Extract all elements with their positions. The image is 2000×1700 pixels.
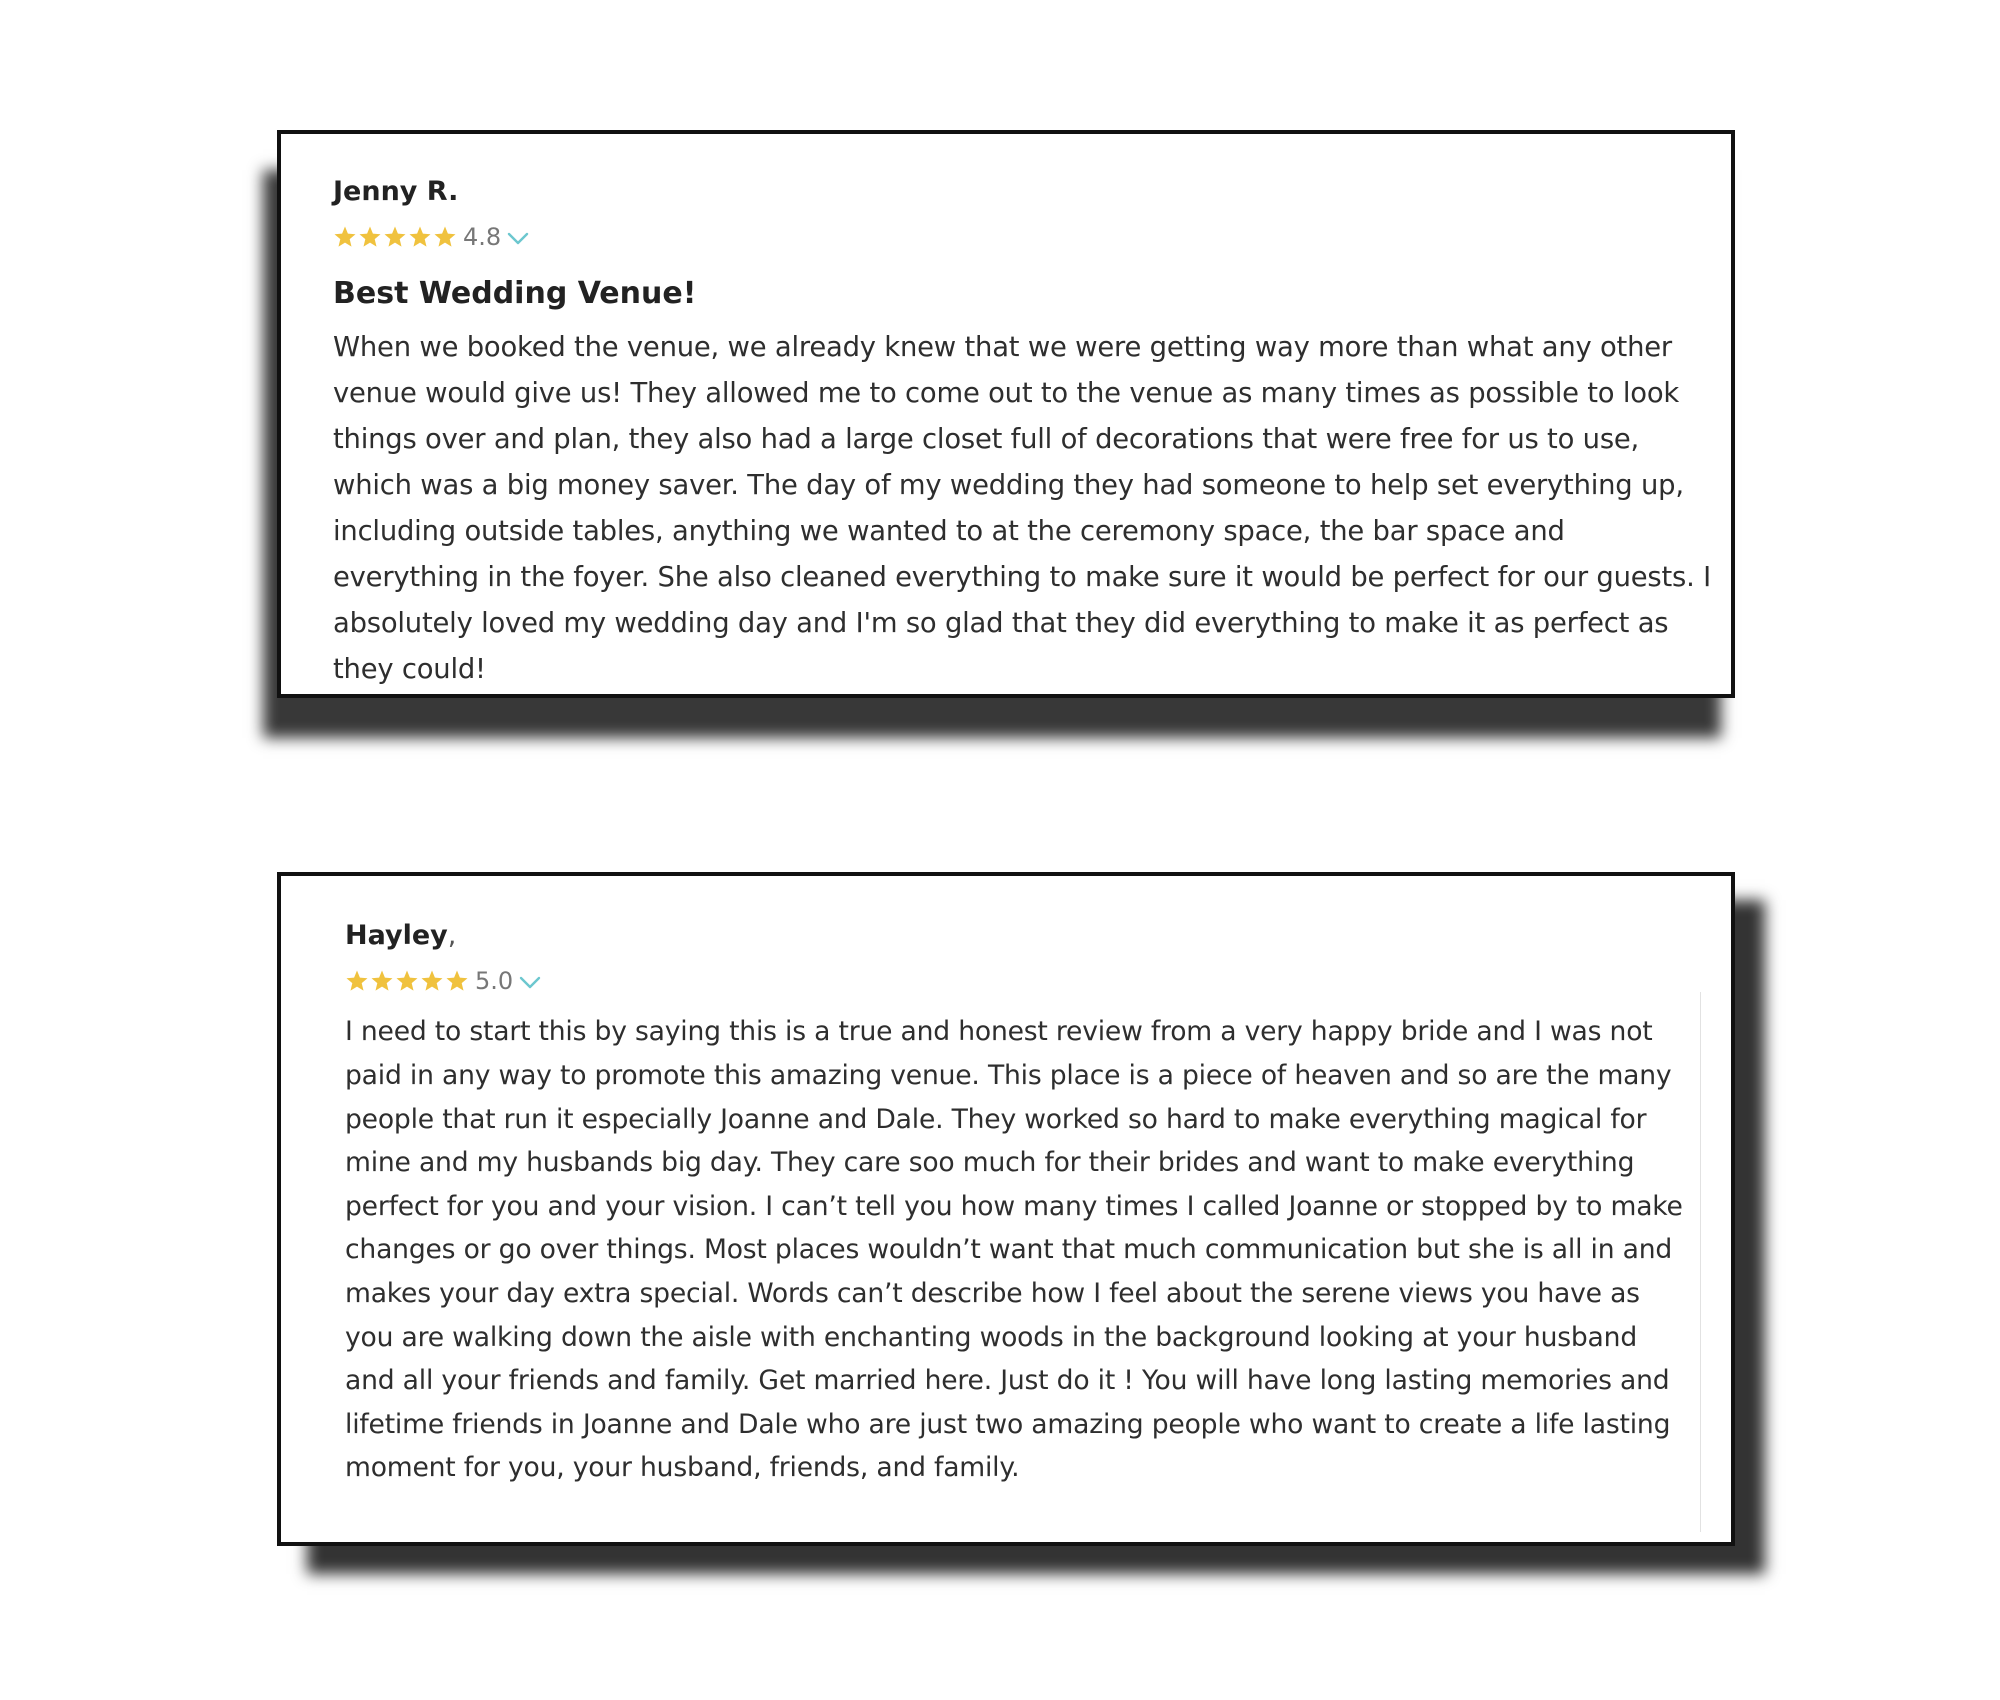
review-card bbox=[277, 130, 1735, 698]
star-icon bbox=[345, 969, 369, 993]
rating-value: 5.0 bbox=[475, 967, 514, 996]
rating-row bbox=[333, 222, 1731, 252]
scroll-divider bbox=[1700, 992, 1701, 1532]
reviewer-name: Jenny R. bbox=[333, 176, 459, 207]
star-rating bbox=[345, 969, 469, 993]
star-icon bbox=[420, 969, 444, 993]
rating-value: 4.8 bbox=[463, 223, 502, 252]
chevron-down-icon[interactable] bbox=[519, 976, 541, 990]
star-icon bbox=[433, 225, 457, 249]
name-separator: , bbox=[447, 920, 457, 951]
star-rating bbox=[333, 225, 457, 249]
review-card bbox=[277, 872, 1735, 1546]
star-icon bbox=[383, 225, 407, 249]
star-icon bbox=[395, 969, 419, 993]
reviewer-name: Hayley, bbox=[345, 920, 457, 951]
review-text: When we booked the venue, we already knew that we were getting way more than what any other venue would give us! They allowed me to come out to the venue as many times as possible to look things over and plan, they also had a large closet full of decorations that were free for us to use, which was a big money saver. The day of my wedding they had someone to help set everything up, including outside tables, anything we wanted to at the ceremony space, the bar space and everything in the foyer. She also cleaned everything to make sure it would be perfect for our guests. I absolutely loved my wedding day and I'm so glad that they did everything to make it as perfect as they could! bbox=[333, 332, 1712, 686]
star-icon bbox=[358, 225, 382, 249]
review-title: Best Wedding Venue! bbox=[333, 276, 697, 312]
review-text: I need to start this by saying this is a true and honest review from a very happy bride and I was not paid in any way to promote this amazing venue. This place is a piece of heaven and so are the many people that run it especially Joanne and Dale. They worked so hard to make everything magical for mine and my husbands big day. They care soo much for their brides and want to make everything perfect for you and your vision. I can’t tell you how many times I called Joanne or stopped by to make changes or go over things. Most places wouldn’t want that much communication but she is all in and makes your day extra special. Words can’t describe how I feel about the serene views you have as you are walking down the aisle with enchanting woods in the background looking at your husband and all your friends and family. Get married here. Just do it ! You will have long lasting memories and lifetime friends in Joanne and Dale who are just two amazing people who want to create a life lasting moment for you, your husband, friends, and family. bbox=[345, 1016, 1683, 1484]
star-icon bbox=[408, 225, 432, 249]
rating-row bbox=[345, 966, 1731, 996]
star-icon bbox=[333, 225, 357, 249]
star-icon bbox=[370, 969, 394, 993]
star-icon bbox=[445, 969, 469, 993]
chevron-down-icon[interactable] bbox=[507, 232, 529, 246]
